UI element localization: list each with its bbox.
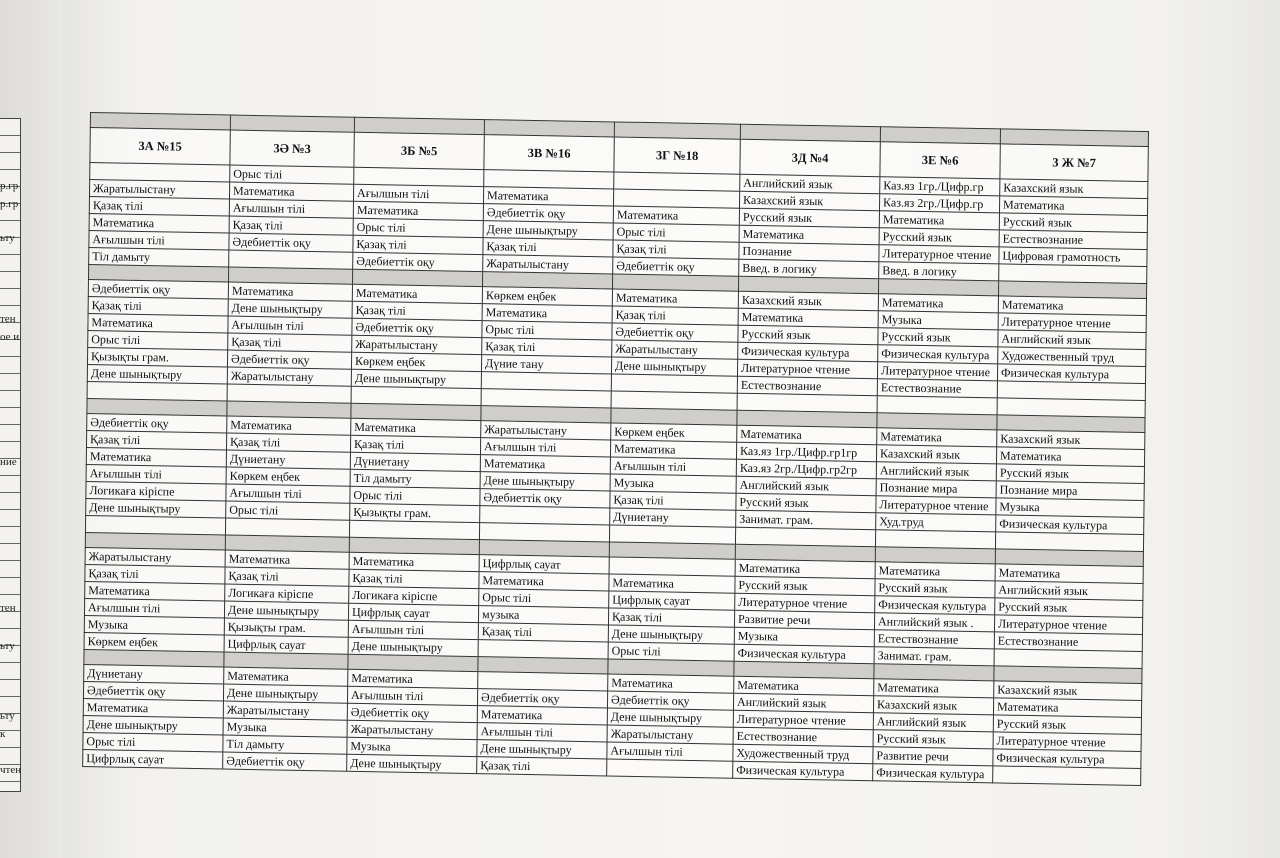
fragment-text: тен [0, 313, 16, 325]
lesson-cell: Ағылшын тілі [89, 231, 229, 251]
adjacent-sheet-left [0, 0, 62, 858]
lesson-cell: Каз.яз 1гр./Цифр.гр1гр [736, 442, 876, 462]
lesson-cell: Дене шынықтыру [351, 369, 481, 388]
lesson-cell: Тіл дамыту [89, 248, 229, 268]
lesson-cell: Музыка [996, 498, 1144, 518]
lesson-cell: Литературное чтение [877, 362, 997, 381]
lesson-cell: Ағылшын тілі [84, 599, 224, 619]
lesson-cell: Физическая культура [733, 761, 873, 781]
lesson-cell: Ағылшын тілі [86, 465, 226, 485]
lesson-cell: Литературное чтение [998, 313, 1146, 333]
lesson-cell: Көркем еңбек [482, 287, 612, 306]
lesson-cell: Көркем еңбек [351, 352, 481, 371]
lesson-cell: Дене шынықтыру [87, 365, 227, 385]
lesson-cell: Ағылшын тілі [228, 316, 352, 335]
lesson-cell: Английский язык [733, 693, 873, 713]
lesson-cell: Русский язык [999, 213, 1147, 233]
lesson-cell: Русский язык [878, 328, 998, 347]
lesson-cell: Математика [610, 440, 736, 459]
lesson-cell: Ағылшын тілі [607, 742, 733, 761]
lesson-cell: Цифрлық сауат [609, 591, 735, 610]
lesson-cell: Математика [999, 196, 1147, 216]
lesson-cell: Математика [609, 574, 735, 593]
fragment-text: р.гр [0, 198, 19, 210]
lesson-cell: Английский язык [876, 462, 996, 481]
lesson-cell: Жаратылыстану [483, 255, 613, 274]
lesson-cell: Ағылшын тілі [229, 199, 353, 218]
lesson-cell: Қазақ тілі [482, 338, 612, 357]
lesson-cell: Дене шынықтыру [83, 716, 223, 736]
lesson-cell: Дене шынықтыру [224, 601, 348, 620]
lesson-cell: Русский язык [875, 579, 995, 598]
lesson-cell: Дене шынықтыру [480, 472, 610, 491]
lesson-cell: Художественный труд [998, 347, 1146, 367]
lesson-cell: Әдебиеттік оқу [227, 350, 351, 369]
lesson-cell: Математика [227, 416, 351, 435]
lesson-cell: Математика [993, 698, 1141, 718]
lesson-cell: Математика [352, 284, 482, 303]
class-header: 3Ә №3 [230, 130, 354, 167]
lesson-cell: Цифрлық сауат [479, 555, 609, 574]
lesson-cell: Әдебиеттік оқу [83, 682, 223, 702]
lesson-cell: Жаратылыстану [481, 421, 611, 440]
lesson-cell: Әдебиеттік оқу [88, 280, 228, 300]
lesson-cell: Цифрлық сауат [348, 603, 478, 622]
lesson-cell: Математика [738, 308, 878, 328]
lesson-cell: Математика [995, 564, 1143, 584]
lesson-cell: Математика [224, 667, 348, 686]
lesson-cell: Логикаға кіріспе [225, 584, 349, 603]
lesson-cell: Введ. в логику [739, 259, 879, 279]
class-header: 3 Ж №7 [1000, 144, 1148, 182]
lesson-cell: Орыс тілі [83, 733, 223, 753]
lesson-cell: Көркем еңбек [611, 423, 737, 442]
lesson-cell: Каз.яз 2гр./Цифр.гр [879, 194, 999, 213]
lesson-cell: Математика [735, 559, 875, 579]
lesson-cell: Русский язык [738, 325, 878, 345]
lesson-cell: Әдебиеттік оқу [483, 204, 613, 223]
lesson-cell: Математика [739, 225, 879, 245]
lesson-cell: Математика [225, 550, 349, 569]
lesson-cell: Музыка [610, 474, 736, 493]
lesson-cell: Ағылшын тілі [477, 723, 607, 742]
lesson-cell [993, 766, 1141, 786]
lesson-cell: Көркем еңбек [84, 633, 224, 653]
lesson-cell: Математика [482, 304, 612, 323]
lesson-cell: Қазақ тілі [226, 433, 350, 452]
paper-shadow [1160, 0, 1280, 858]
lesson-cell: Жаратылыстану [85, 548, 225, 568]
lesson-cell: Қазақ тілі [610, 491, 736, 510]
lesson-cell: Математика [734, 676, 874, 696]
lesson-cell: Тіл дамыту [350, 469, 480, 488]
lesson-cell: Математика [86, 448, 226, 468]
lesson-cell: Математика [85, 582, 225, 602]
lesson-cell: Развитие речи [734, 610, 874, 630]
lesson-cell: Орыс тілі [353, 218, 483, 237]
lesson-cell: Қызықты грам. [87, 348, 227, 368]
lesson-cell: Математика [879, 211, 999, 230]
lesson-cell: Литературное чтение [993, 732, 1141, 752]
lesson-cell: Музыка [734, 627, 874, 647]
lesson-cell: Естествознание [877, 379, 997, 398]
lesson-cell: Орыс тілі [608, 642, 734, 661]
lesson-cell: Музыка [223, 718, 347, 737]
lesson-cell: Познание мира [996, 481, 1144, 501]
lesson-cell: Ағылшын тілі [226, 484, 350, 503]
fragment-text: ьту [0, 710, 15, 722]
lesson-cell [607, 759, 733, 778]
lesson-cell: Литературное чтение [879, 245, 999, 264]
fragment-text: ьту [0, 640, 15, 652]
lesson-cell: Музыка [878, 311, 998, 330]
fragment-text: р.гр [0, 180, 19, 192]
fragment-text: тен [0, 602, 16, 614]
schedule-table [82, 112, 1149, 786]
fragment-text: ние [0, 456, 17, 468]
lesson-cell: Дүниетану [84, 665, 224, 685]
lesson-cell: Физическая культура [738, 342, 878, 362]
lesson-cell: Занимат. грам. [736, 510, 876, 530]
lesson-cell: Қазақ тілі [225, 567, 349, 586]
lesson-cell: Математика [612, 289, 738, 308]
lesson-cell: музыка [478, 606, 608, 625]
lesson-cell: Қызықты грам. [224, 618, 348, 637]
lesson-cell: Орыс тілі [350, 486, 480, 505]
lesson-cell: Математика [83, 699, 223, 719]
lesson-cell: Дене шынықтыру [611, 357, 737, 376]
lesson-cell: Английский язык [736, 476, 876, 496]
lesson-cell: Жаратылыстану [227, 367, 351, 386]
lesson-cell: Русский язык [735, 576, 875, 596]
lesson-cell: Математика [608, 674, 734, 693]
lesson-cell: Логикаға кіріспе [86, 482, 226, 502]
lesson-cell: Физическая культура [997, 364, 1145, 384]
class-header: 3Б №5 [354, 132, 484, 169]
lesson-cell: Дене шынықтыру [223, 684, 347, 703]
lesson-cell: Әдебиеттік оқу [352, 318, 482, 337]
lesson-cell: Казахский язык [994, 681, 1142, 701]
lesson-cell: Естествознание [999, 230, 1147, 250]
lesson-cell: Қазақ тілі [612, 306, 738, 325]
lesson-cell: Естествознание [874, 630, 994, 649]
lesson-cell: Математика [480, 455, 610, 474]
lesson-cell: Математика [878, 294, 998, 313]
lesson-cell: Дүниетану [610, 508, 736, 527]
lesson-cell: Орыс тілі [479, 589, 609, 608]
lesson-cell: Ағылшын тілі [347, 686, 477, 705]
lesson-cell: Занимат. грам. [874, 647, 994, 666]
adjacent-sheet-table [0, 118, 21, 792]
lesson-cell: Познание [739, 242, 879, 262]
lesson-cell: Жаратылыстану [612, 340, 738, 359]
lesson-cell: Дене шынықтыру [347, 754, 477, 773]
lesson-cell: Қазақ тілі [353, 235, 483, 254]
lesson-cell: Физическая культура [878, 345, 998, 364]
lesson-cell: Логикаға кіріспе [349, 586, 479, 605]
lesson-cell: Қазақ тілі [350, 435, 480, 454]
lesson-cell: Английский язык [740, 174, 880, 194]
lesson-cell: Казахский язык [873, 696, 993, 715]
lesson-cell: Әдебиеттік оқу [477, 689, 607, 708]
lesson-cell: Математика [998, 296, 1146, 316]
lesson-cell: Естествознание [733, 727, 873, 747]
lesson-cell: Дүниетану [226, 450, 350, 469]
lesson-cell: Ағылшын тілі [480, 438, 610, 457]
lesson-cell: Дене шынықтыру [228, 299, 352, 318]
lesson-cell: Тіл дамыту [223, 735, 347, 754]
lesson-cell [877, 396, 997, 415]
lesson-cell: Қазақ тілі [228, 333, 352, 352]
lesson-cell: Дене шынықтыру [86, 499, 226, 519]
lesson-cell: Орыс тілі [613, 223, 739, 242]
lesson-cell: Математика [229, 182, 353, 201]
lesson-cell: Дүние тану [481, 355, 611, 374]
lesson-cell: Физическая культура [875, 596, 995, 615]
lesson-cell: Казахский язык [738, 291, 878, 311]
lesson-cell: Қазақ тілі [229, 216, 353, 235]
lesson-cell: Английский язык [995, 581, 1143, 601]
lesson-cell: Жаратылыстану [607, 725, 733, 744]
lesson-cell: Дене шынықтыру [607, 708, 733, 727]
lesson-cell: Познание мира [876, 479, 996, 498]
lesson-cell: Введ. в логику [879, 262, 999, 281]
lesson-cell: Әдебиеттік оқу [223, 752, 347, 771]
fragment-text: к [0, 728, 6, 740]
lesson-cell: Литературное чтение [737, 359, 877, 379]
lesson-cell: Дене шынықтыру [348, 637, 478, 656]
lesson-cell: Көркем еңбек [226, 467, 350, 486]
lesson-cell: Русский язык [736, 493, 876, 513]
lesson-cell: Английский язык [873, 713, 993, 732]
lesson-cell: Әдебиеттік оқу [480, 489, 610, 508]
lesson-cell: Физическая культура [734, 644, 874, 664]
lesson-cell: Физическая культура [873, 764, 993, 783]
fragment-text: чтен [0, 764, 22, 776]
lesson-cell: Қазақ тілі [483, 238, 613, 257]
lesson-cell: Музыка [347, 737, 477, 756]
lesson-cell: Дене шынықтыру [477, 740, 607, 759]
class-header: 3А №15 [90, 128, 230, 166]
lesson-cell: Русский язык [995, 598, 1143, 618]
lesson-cell: Математика [88, 314, 228, 334]
lesson-cell: Математика [613, 206, 739, 225]
lesson-cell: Қазақ тілі [85, 565, 225, 585]
lesson-cell: Русский язык [996, 464, 1144, 484]
lesson-cell: Қазақ тілі [613, 240, 739, 259]
lesson-cell: Қазақ тілі [88, 297, 228, 317]
lesson-cell: Қазақ тілі [89, 197, 229, 217]
lesson-cell: Әдебиеттік оқу [353, 252, 483, 271]
schedule-body [83, 113, 1149, 786]
class-header: 3Г №18 [614, 137, 740, 174]
lesson-cell: Әдебиеттік оқу [607, 691, 733, 710]
lesson-cell: Математика [228, 282, 352, 301]
lesson-cell: Орыс тілі [226, 501, 350, 520]
lesson-cell: Жаратылыстану [89, 180, 229, 200]
lesson-cell: Дене шынықтыру [483, 221, 613, 240]
lesson-cell: Цифровая грамотность [999, 247, 1147, 267]
fragment-text: ьту [0, 232, 15, 244]
lesson-cell: Худ.труд [876, 513, 996, 532]
lesson-cell: Математика [483, 187, 613, 206]
lesson-cell: Математика [877, 428, 997, 447]
lesson-cell: Математика [353, 201, 483, 220]
lesson-cell: Жаратылыстану [347, 720, 477, 739]
lesson-cell: Қазақ тілі [86, 431, 226, 451]
lesson-cell: Музыка [84, 616, 224, 636]
lesson-cell [875, 530, 995, 549]
fragment-text: ое и [0, 331, 20, 343]
lesson-cell: Математика [479, 572, 609, 591]
lesson-cell: Цифрлық сауат [224, 635, 348, 654]
lesson-cell: Қазақ тілі [349, 569, 479, 588]
lesson-cell: Дүниетану [350, 452, 480, 471]
lesson-cell: Математика [89, 214, 229, 234]
class-header: 3В №16 [484, 135, 614, 172]
lesson-cell: Каз.яз 2гр./Цифр.гр2гр [736, 459, 876, 479]
lesson-cell: Қазақ тілі [478, 623, 608, 642]
lesson-cell: Русский язык [993, 715, 1141, 735]
lesson-cell: Казахский язык [876, 445, 996, 464]
lesson-cell: Ағылшын тілі [353, 184, 483, 203]
lesson-cell: Математика [348, 669, 478, 688]
lesson-cell: Русский язык [879, 228, 999, 247]
lesson-cell: Английский язык . [874, 613, 994, 632]
lesson-cell: Литературное чтение [733, 710, 873, 730]
lesson-cell: Математика [349, 552, 479, 571]
lesson-cell: Математика [477, 706, 607, 725]
class-header: 3Е №6 [880, 142, 1000, 179]
lesson-cell: Казахский язык [1000, 179, 1148, 199]
lesson-cell: Литературное чтение [735, 593, 875, 613]
lesson-cell: Математика [996, 447, 1144, 467]
lesson-cell: Развитие речи [873, 747, 993, 766]
lesson-cell: Английский язык [998, 330, 1146, 350]
lesson-cell: Литературное чтение [994, 615, 1142, 635]
lesson-cell: Әдебиеттік оқу [612, 323, 738, 342]
lesson-cell: Әдебиеттік оқу [87, 414, 227, 434]
lesson-cell: Цифрлық сауат [83, 750, 223, 770]
lesson-cell: Художественный труд [733, 744, 873, 764]
lesson-cell: Казахский язык [997, 430, 1145, 450]
lesson-cell: Орыс тілі [482, 321, 612, 340]
lesson-cell: Әдебиеттік оқу [229, 233, 353, 252]
lesson-cell: Жаратылыстану [223, 701, 347, 720]
lesson-cell: Ағылшын тілі [348, 620, 478, 639]
lesson-cell: Математика [351, 418, 481, 437]
lesson-cell: Қазақ тілі [352, 301, 482, 320]
lesson-cell: Әдебиеттік оқу [613, 257, 739, 276]
lesson-cell: Математика [875, 562, 995, 581]
lesson-cell: Қызықты грам. [350, 503, 480, 522]
lesson-cell: Каз.яз 1гр./Цифр.гр [880, 177, 1000, 196]
schedule-table-wrapper [82, 112, 1149, 786]
lesson-cell: Физическая культура [993, 749, 1141, 769]
lesson-cell: Қазақ тілі [608, 608, 734, 627]
lesson-cell: Математика [737, 425, 877, 445]
lesson-cell: Литературное чтение [876, 496, 996, 515]
lesson-cell: Қазақ тілі [477, 757, 607, 776]
lesson-cell: Орыс тілі [88, 331, 228, 351]
lesson-cell: Дене шынықтыру [608, 625, 734, 644]
lesson-cell: Естествознание [994, 632, 1142, 652]
lesson-cell: Әдебиеттік оқу [347, 703, 477, 722]
lesson-cell: Казахский язык [739, 191, 879, 211]
lesson-cell: Русский язык [739, 208, 879, 228]
lesson-cell: Русский язык [873, 730, 993, 749]
lesson-cell: Физическая культура [996, 515, 1144, 535]
lesson-cell: Орыс тілі [230, 165, 354, 184]
lesson-cell: Жаратылыстану [352, 335, 482, 354]
lesson-cell: Естествознание [737, 376, 877, 396]
lesson-cell: Ағылшын тілі [610, 457, 736, 476]
class-header: 3Д №4 [740, 139, 880, 177]
lesson-cell: Математика [874, 679, 994, 698]
